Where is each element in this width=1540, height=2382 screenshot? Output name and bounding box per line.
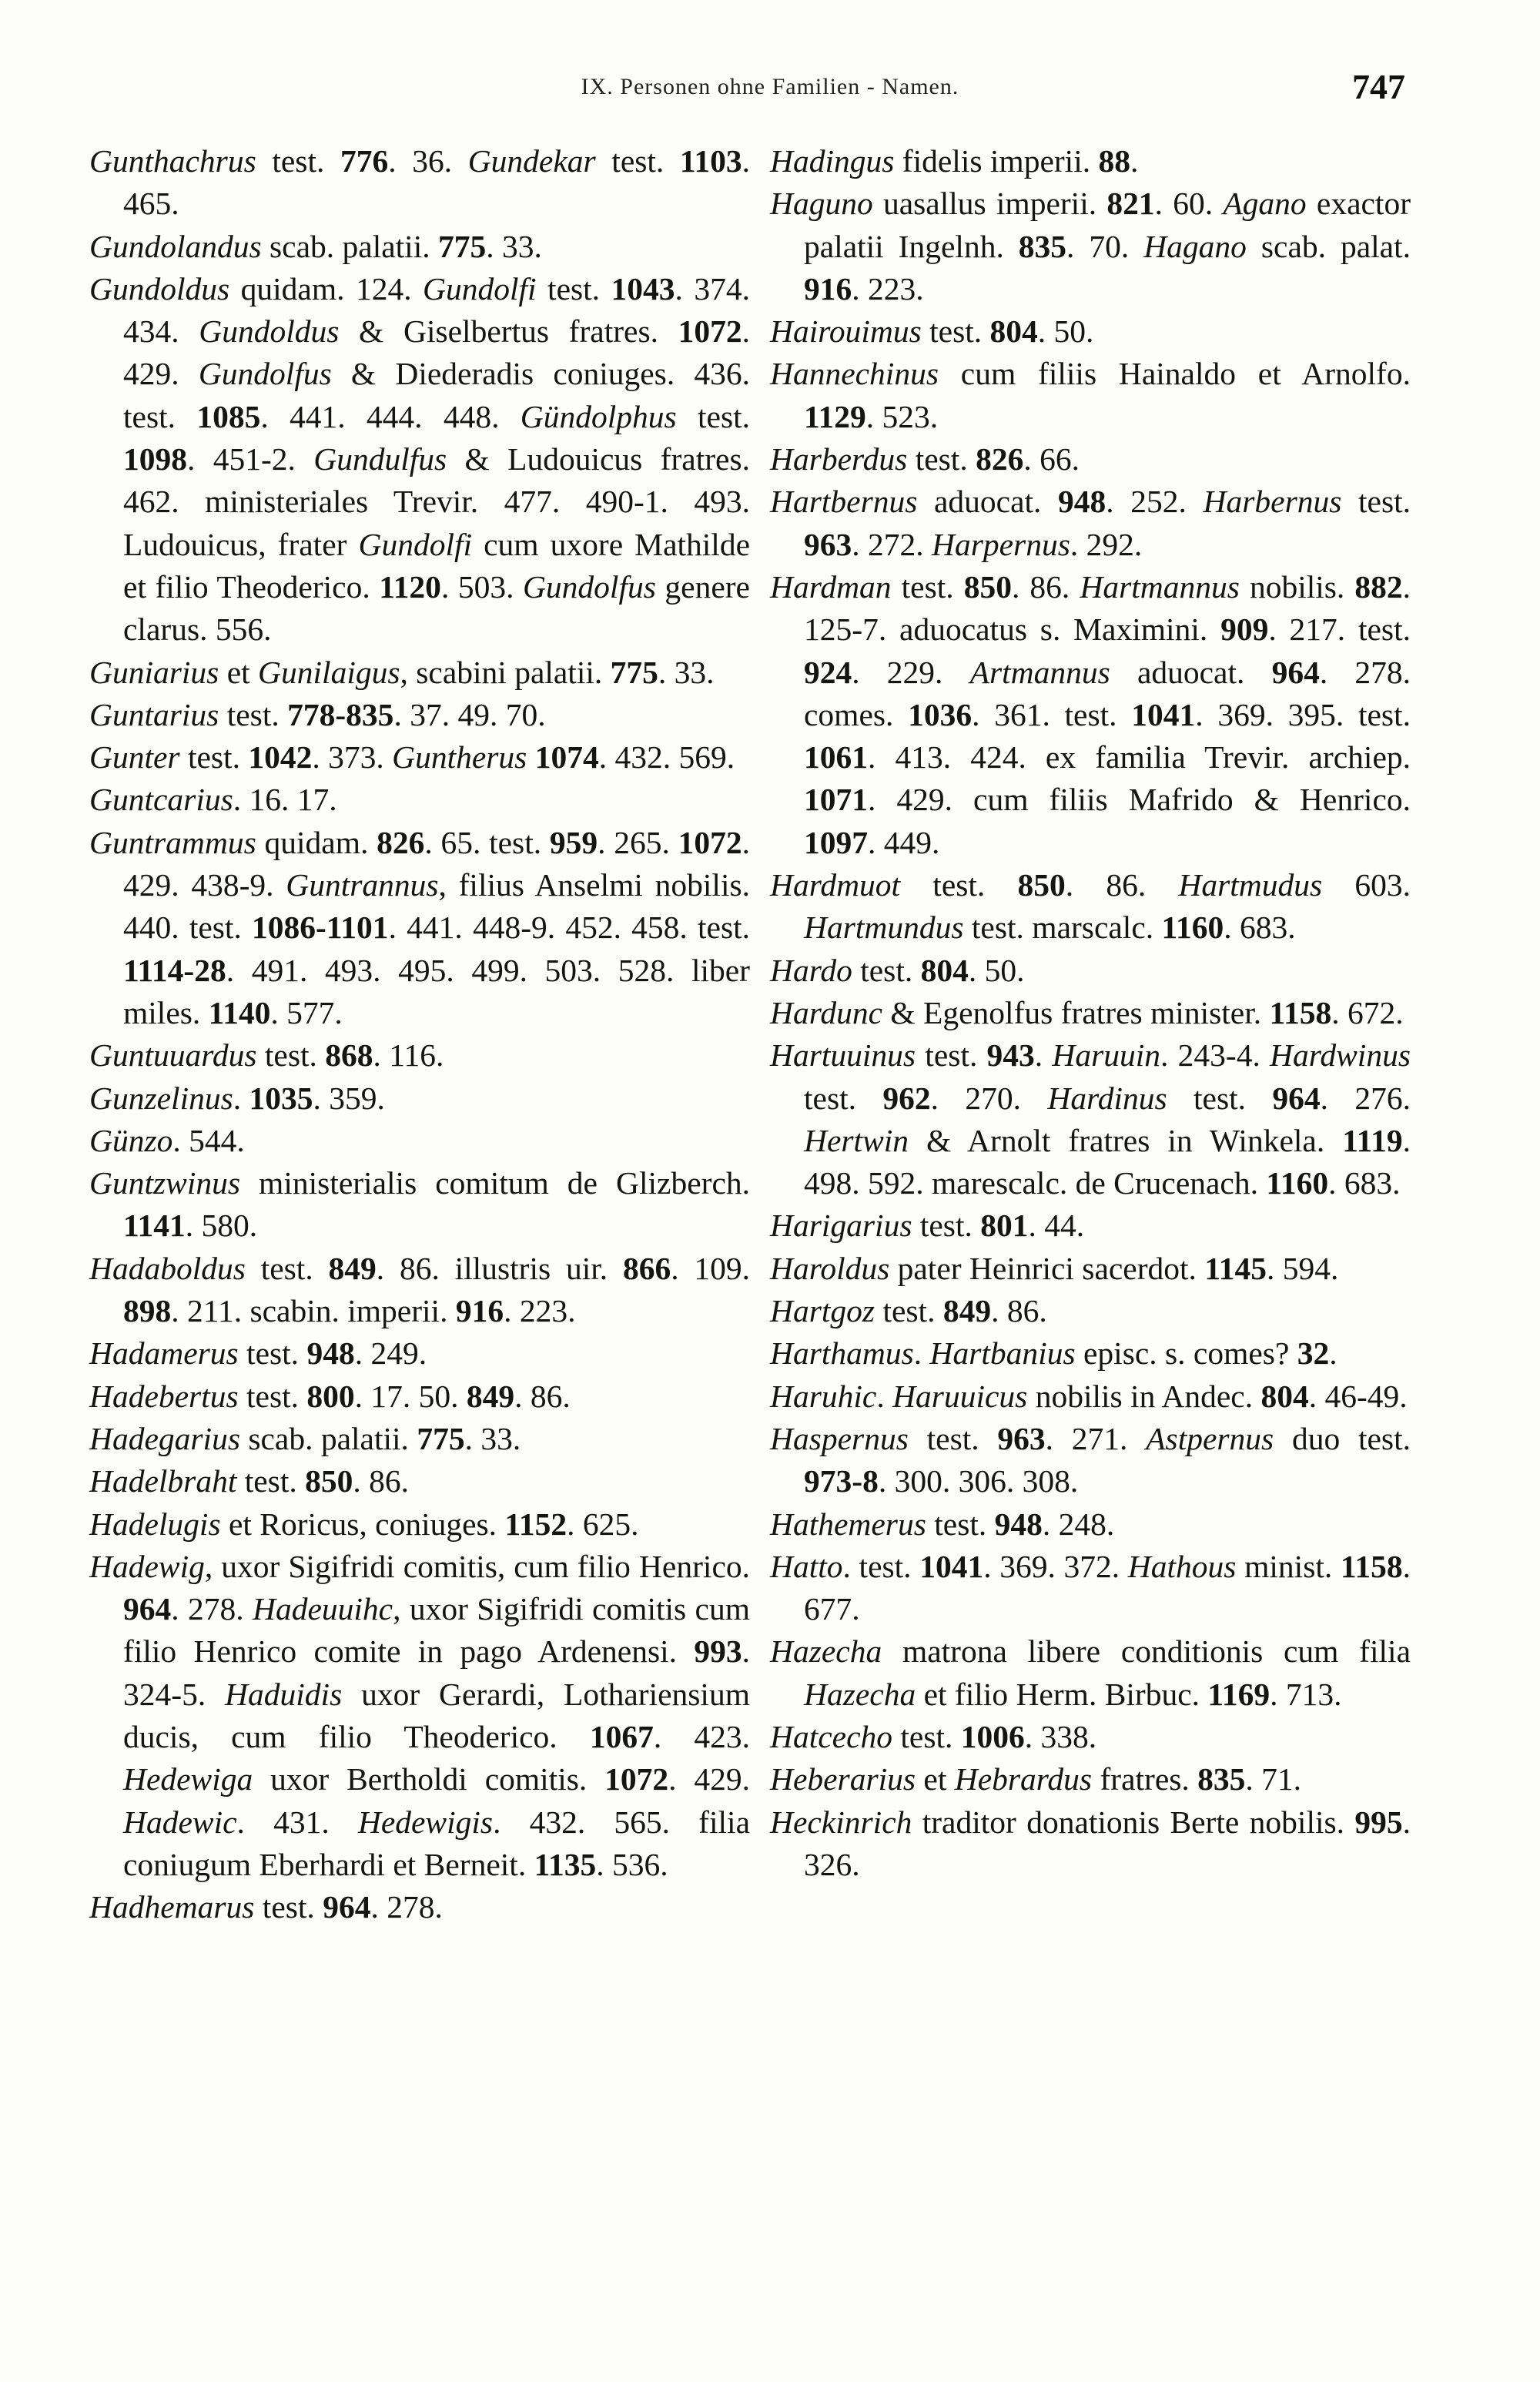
index-entry: Gunthachrus test. 776. 36. Gundekar test. 1103. 465. [89,143,750,222]
index-entry: Hadingus fidelis imperii. 88. [770,143,1139,179]
index-entry: Hadelugis et Roricus, coniuges. 1152. 625. [89,1506,639,1542]
index-entry: Hartuuinus test. 943. Haruuin. 243-4. Hardwinus test. 962. 270. Hardinus test. 964. 276. Hertwin & Arnolt fratres in Winkela. 1119. 498. 592. marescalc. de Crucenach. 1160. 683. [770,1037,1411,1201]
index-entry: Guntcarius. 16. 17. [89,782,337,818]
index-entry: Hardman test. 850. 86. Hartmannus nobilis. 882. 125-7. aduocatus s. Maximini. 909. 217. test. 924. 229. Artmannus aduocat. 964. 278. comes. 1036. 361. test. 1041. 369. 395. test. 1061. 413. 424. ex familia Trevir. archiep. 1071. 429. cum filiis Mafrido & Henrico. 1097. 449. [770,568,1411,860]
index-entry: Hadaboldus test. 849. 86. illustris uir. 866. 109. 898. 211. scabin. imperii. 916. 223. [89,1250,750,1329]
index-entry: Harthamus. Hartbanius episc. s. comes? 32. [770,1335,1337,1372]
index-entry: Hadamerus test. 948. 249. [89,1335,427,1372]
index-entry: Hartbernus aduocat. 948. 252. Harbernus test. 963. 272. Harpernus. 292. [770,484,1411,562]
index-entry: Hadebertus test. 800. 17. 50. 849. 86. [89,1378,571,1414]
index-entry: Hatto. test. 1041. 369. 372. Hathous minist. 1158. 677. [770,1548,1411,1627]
index-entry: Hadegarius scab. palatii. 775. 33. [89,1420,521,1456]
index-entry: Hadelbraht test. 850. 86. [89,1463,409,1499]
index-entry: Guntarius test. 778-835. 37. 49. 70. [89,696,546,732]
index-entry: Guniarius et Gunilaigus, scabini palatii. 775. 33. [89,654,715,690]
index-entry: Hardunc & Egenolfus fratres minister. 1158. 672. [770,994,1404,1030]
index-entry: Harberdus test. 826. 66. [770,441,1080,477]
index-entry: Guntzwinus ministerialis comitum de Glizberch. 1141. 580. [89,1165,750,1244]
index-entry: Guntuuardus test. 868. 116. [89,1037,444,1074]
index-entry: Gundolandus scab. palatii. 775. 33. [89,228,542,264]
index-entry: Heberarius et Hebrardus fratres. 835. 71. [770,1761,1302,1797]
index-entry: Hardmuot test. 850. 86. Hartmudus 603. Hartmundus test. marscalc. 1160. 683. [770,867,1411,946]
running-head: IX. Personen ohne Familien - Namen. [581,74,959,99]
index-entry: Gunter test. 1042. 373. Guntherus 1074. 432. 569. [89,739,735,776]
index-entry: Günzo. 544. [89,1122,245,1158]
page-header [0,67,1540,125]
index-entry: Hairouimus test. 804. 50. [770,313,1094,350]
index-entry: Haroldus pater Heinrici sacerdot. 1145. 594. [770,1250,1339,1286]
right-column [770,140,1411,1886]
index-entry: Hathemerus test. 948. 248. [770,1506,1115,1542]
index-entry: Haguno uasallus imperii. 821. 60. Agano exactor palatii Ingelnh. 835. 70. Hagano scab. palat. 916. 223. [770,186,1411,307]
index-entry: Haruhic. Haruuicus nobilis in Andec. 804. 46-49. [770,1378,1408,1414]
index-entry: Gundoldus quidam. 124. Gundolfi test. 1043. 374. 434. Gundoldus & Giselbertus fratres. 1072. 429. Gundolfus & Diederadis coniuges. 436. test. 1085. 441. 444. 448. Gündolphus test. 1098. 451-2. Gundulfus & Ludouicus fratres. 462. ministeriales Trevir. 477. 490-1. 493. Ludouicus, frater Gundolfi cum uxore Mathilde et filio Theoderico. 1120. 503. Gundolfus genere clarus. 556. [89,270,751,648]
index-entry: Hadewig, uxor Sigifridi comitis, cum filio Henrico. 964. 278. Hadeuuihc, uxor Sigifridi comitis cum filio Henrico comite in pago Ardenensi. 993. 324-5. Haduidis uxor Gerardi, Lothariensium ducis, cum filio Theoderico. 1067. 423. Hedewiga uxor Bertholdi comitis. 1072. 429. Hadewic. 431. Hedewigis. 432. 565. filia coniugum Eberhardi et Berneit. 1135. 536. [89,1548,751,1882]
index-entry: Haspernus test. 963. 271. Astpernus duo test. 973-8. 300. 306. 308. [770,1420,1411,1499]
index-entry: Hadhemarus test. 964. 278. [89,1889,443,1925]
index-entry: Hannechinus cum filiis Hainaldo et Arnolfo. 1129. 523. [770,356,1411,434]
index-entry: Gunzelinus. 1035. 359. [89,1080,385,1116]
left-column [89,140,750,1928]
index-entry: Hartgoz test. 849. 86. [770,1293,1047,1329]
index-entry: Hatcecho test. 1006. 338. [770,1718,1097,1754]
page-number: 747 [1352,67,1405,106]
index-entry: Heckinrich traditor donationis Berte nobilis. 995. 326. [770,1804,1411,1882]
index-entry: Hazecha matrona libere conditionis cum filia Hazecha et filio Herm. Birbuc. 1169. 713. [770,1633,1411,1712]
index-entry: Harigarius test. 801. 44. [770,1208,1085,1244]
index-entry: Guntrammus quidam. 826. 65. test. 959. 265. 1072. 429. 438-9. Guntrannus, filius Anselmi nobilis. 440. test. 1086-1101. 441. 448-9. 452. 458. test. 1114-28. 491. 493. 495. 499. 503. 528. liber miles. 1140. 577. [89,824,751,1030]
index-entry: Hardo test. 804. 50. [770,952,1025,988]
